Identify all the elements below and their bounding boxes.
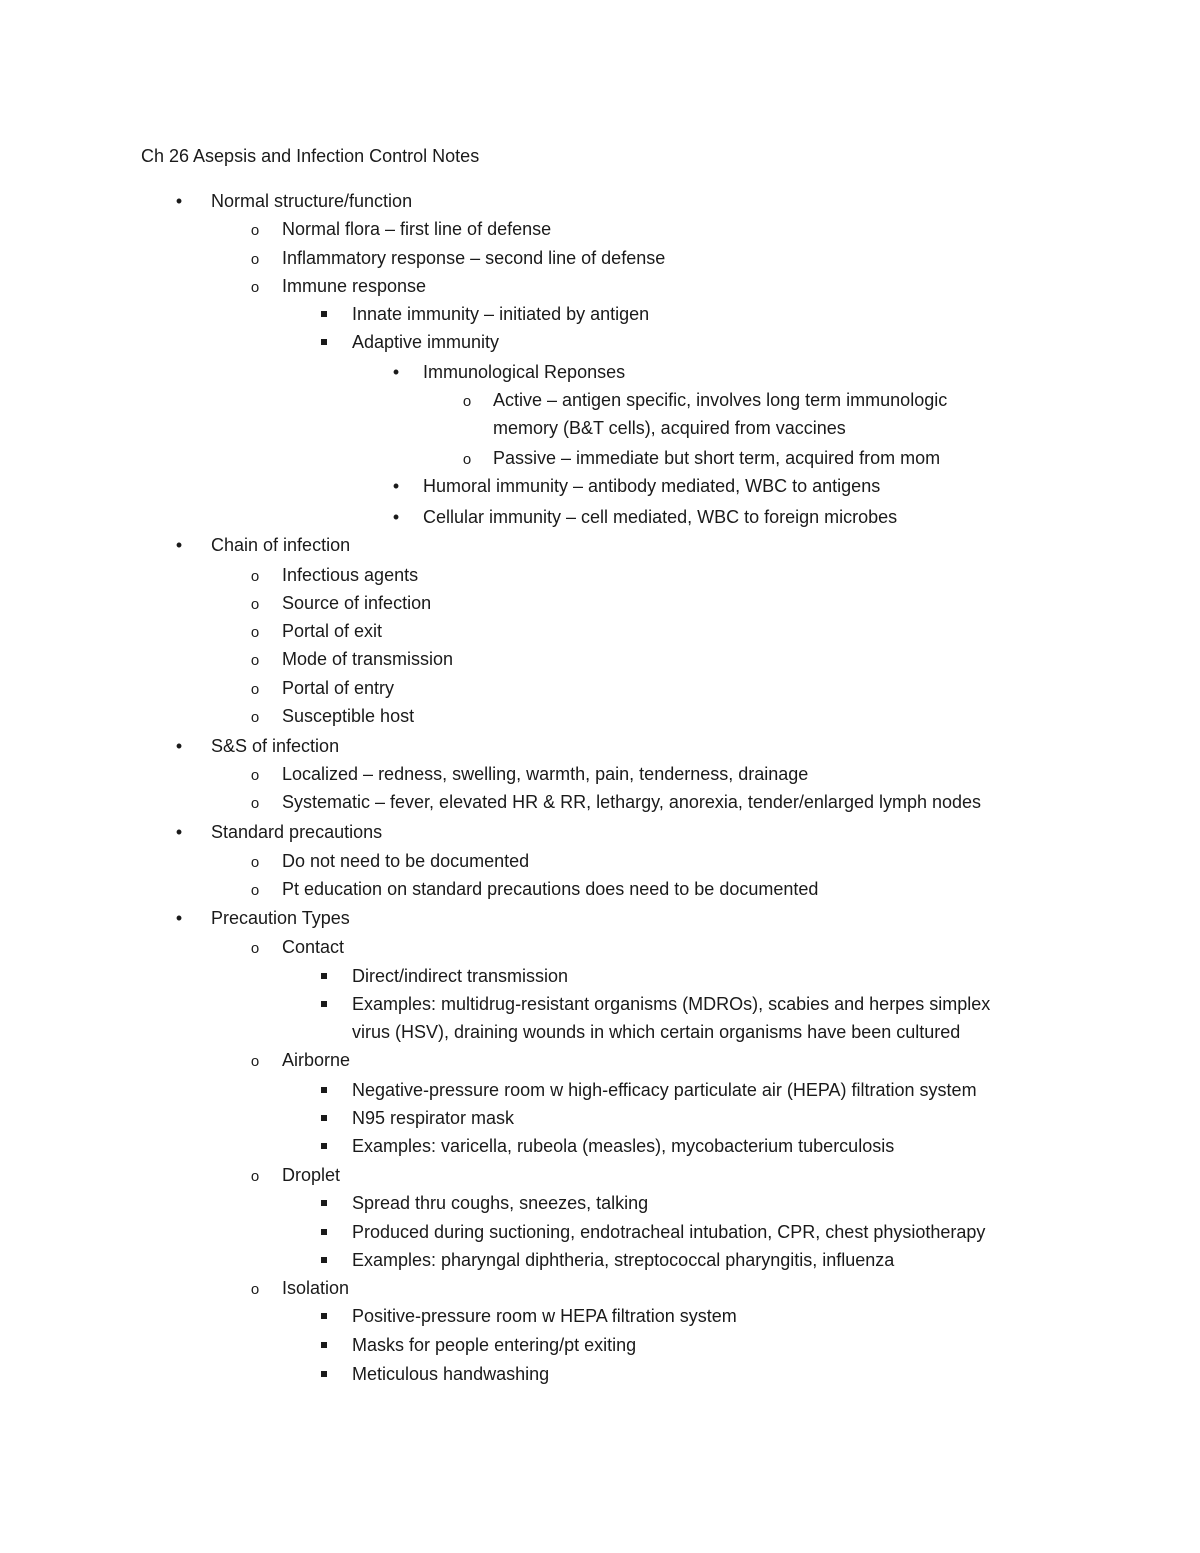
outline-item-level-3: Spread thru coughs, sneezes, talking bbox=[352, 1193, 649, 1213]
outline-item-level-2: Localized – redness, swelling, warmth, pain, tenderness, drainage bbox=[282, 764, 809, 784]
bullet-disc-icon bbox=[388, 361, 404, 383]
outline-item-level-2: Susceptible host bbox=[282, 706, 415, 726]
outline-item-level-3: Direct/indirect transmission bbox=[352, 966, 569, 986]
bullet-circle-icon bbox=[247, 1049, 263, 1073]
outline-item-level-2: Droplet bbox=[282, 1165, 341, 1185]
outline-item-level-1: Precaution Types bbox=[211, 908, 350, 928]
bullet-circle-icon bbox=[247, 936, 263, 960]
bullet-square-icon bbox=[316, 1249, 332, 1271]
bullet-circle-icon bbox=[247, 564, 263, 588]
outline-item-level-4: Cellular immunity – cell mediated, WBC to foreign microbes bbox=[423, 507, 898, 527]
bullet-disc-icon bbox=[171, 190, 187, 212]
bullet-circle-icon bbox=[247, 620, 263, 644]
outline-item-level-2: Mode of transmission bbox=[282, 649, 454, 669]
bullet-circle-icon bbox=[247, 1164, 263, 1188]
bullet-circle-icon bbox=[247, 592, 263, 616]
bullet-disc-icon bbox=[171, 907, 187, 929]
outline-item-level-2: Portal of entry bbox=[282, 678, 395, 698]
outline-item-level-3: Innate immunity – initiated by antigen bbox=[352, 304, 650, 324]
bullet-square-icon bbox=[316, 1334, 332, 1356]
outline-item-level-3: Meticulous handwashing bbox=[352, 1364, 550, 1384]
outline-item-level-2: Infectious agents bbox=[282, 565, 419, 585]
outline-item-level-2: Do not need to be documented bbox=[282, 851, 530, 871]
bullet-circle-icon bbox=[247, 850, 263, 874]
outline-item-level-3: Masks for people entering/pt exiting bbox=[352, 1335, 637, 1355]
bullet-square-icon bbox=[316, 965, 332, 987]
bullet-disc-icon bbox=[171, 534, 187, 556]
outline-item-level-3: Produced during suctioning, endotracheal intubation, CPR, chest physiotherapy bbox=[352, 1222, 986, 1242]
outline-item-level-2: Normal flora – first line of defense bbox=[282, 219, 552, 239]
outline-item-level-3: Adaptive immunity bbox=[352, 332, 500, 352]
outline-item-level-4: Immunological Reponses bbox=[423, 362, 626, 382]
outline-item-level-2: Isolation bbox=[282, 1278, 350, 1298]
bullet-square-icon bbox=[316, 331, 332, 353]
outline-item-level-2: Immune response bbox=[282, 276, 427, 296]
outline-item-level-1: Standard precautions bbox=[211, 822, 383, 842]
bullet-square-icon bbox=[316, 303, 332, 325]
bullet-circle-icon bbox=[247, 677, 263, 701]
bullet-disc-icon bbox=[171, 821, 187, 843]
bullet-circle-icon bbox=[247, 791, 263, 815]
bullet-circle-icon bbox=[459, 447, 475, 471]
bullet-circle-icon bbox=[247, 763, 263, 787]
bullet-circle-icon bbox=[247, 705, 263, 729]
bullet-circle-icon bbox=[459, 389, 475, 413]
outline-item-level-1: Chain of infection bbox=[211, 535, 351, 555]
outline-item-level-5: Active – antigen specific, involves long term immunologic bbox=[493, 390, 948, 410]
bullet-circle-icon bbox=[247, 1277, 263, 1301]
bullet-disc-icon bbox=[388, 506, 404, 528]
outline-item-level-2: Source of infection bbox=[282, 593, 432, 613]
bullet-square-icon bbox=[316, 1305, 332, 1327]
outline-item-level-2: Systematic – fever, elevated HR & RR, lethargy, anorexia, tender/enlarged lymph nodes bbox=[282, 792, 982, 812]
bullet-square-icon bbox=[316, 1192, 332, 1214]
bullet-circle-icon bbox=[247, 247, 263, 271]
outline-item-level-2: Portal of exit bbox=[282, 621, 383, 641]
bullet-circle-icon bbox=[247, 218, 263, 242]
bullet-disc-icon bbox=[388, 475, 404, 497]
outline-item-level-3: Examples: varicella, rubeola (measles), mycobacterium tuberculosis bbox=[352, 1136, 895, 1156]
bullet-square-icon bbox=[316, 1363, 332, 1385]
outline-item-level-4: Humoral immunity – antibody mediated, WBC to antigens bbox=[423, 476, 881, 496]
outline-item-level-2: Airborne bbox=[282, 1050, 351, 1070]
outline-item-level-3: virus (HSV), draining wounds in which certain organisms have been cultured bbox=[352, 1022, 961, 1042]
bullet-square-icon bbox=[316, 1079, 332, 1101]
bullet-circle-icon bbox=[247, 648, 263, 672]
outline-item-level-3: Examples: multidrug-resistant organisms (MDROs), scabies and herpes simplex bbox=[352, 994, 991, 1014]
bullet-circle-icon bbox=[247, 275, 263, 299]
outline-item-level-3: Negative-pressure room w high-efficacy particulate air (HEPA) filtration system bbox=[352, 1080, 977, 1100]
outline-item-level-3: Examples: pharyngal diphtheria, streptococcal pharyngitis, influenza bbox=[352, 1250, 895, 1270]
outline-item-level-5: Passive – immediate but short term, acquired from mom bbox=[493, 448, 941, 468]
bullet-circle-icon bbox=[247, 878, 263, 902]
outline-item-level-1: Normal structure/function bbox=[211, 191, 413, 211]
bullet-disc-icon bbox=[171, 735, 187, 757]
bullet-square-icon bbox=[316, 993, 332, 1015]
outline-item-level-5: memory (B&T cells), acquired from vaccines bbox=[493, 418, 846, 438]
outline-item-level-2: Pt education on standard precautions does need to be documented bbox=[282, 879, 819, 899]
bullet-square-icon bbox=[316, 1107, 332, 1129]
outline-item-level-3: N95 respirator mask bbox=[352, 1108, 515, 1128]
outline-item-level-2: Contact bbox=[282, 937, 345, 957]
bullet-square-icon bbox=[316, 1221, 332, 1243]
bullet-square-icon bbox=[316, 1135, 332, 1157]
page-title: Ch 26 Asepsis and Infection Control Notes bbox=[141, 146, 480, 166]
outline-item-level-3: Positive-pressure room w HEPA filtration system bbox=[352, 1306, 737, 1326]
outline-item-level-2: Inflammatory response – second line of defense bbox=[282, 248, 666, 268]
outline-item-level-1: S&S of infection bbox=[211, 736, 340, 756]
